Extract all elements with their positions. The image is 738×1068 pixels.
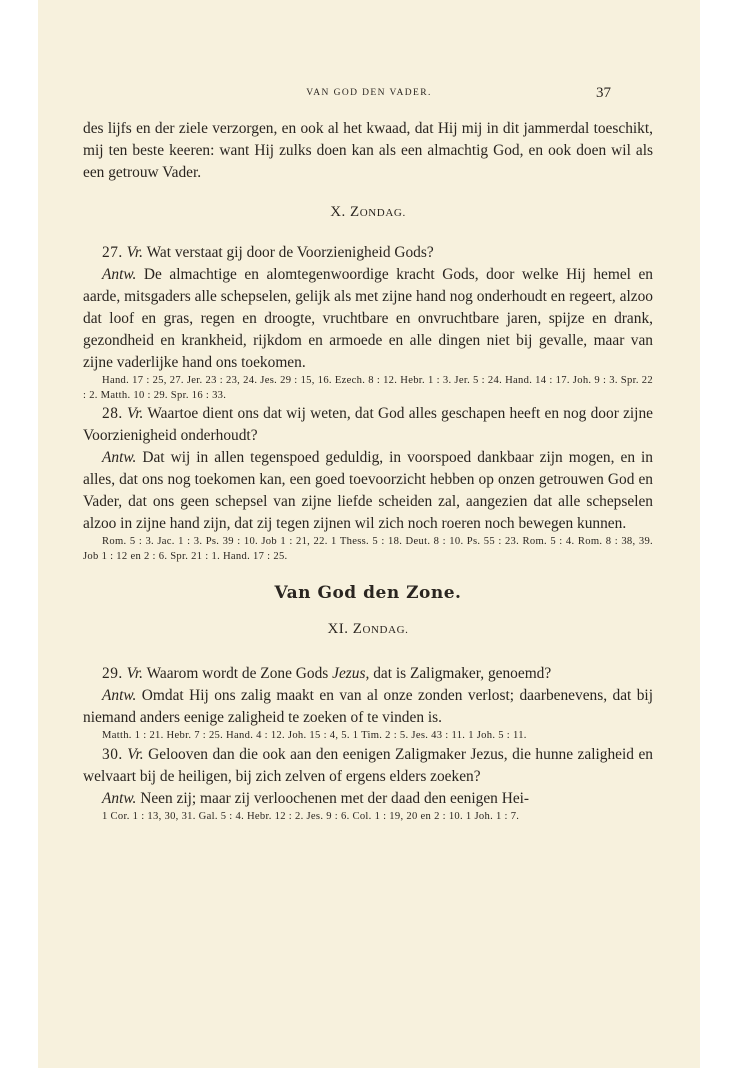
question-text: Gelooven dan die ook aan den eenigen Zaligmaker Jezus, die hunne zaligheid en welvaart bij de heiligen, bij zich zelven of ergens elders zoeken? [83,745,653,785]
question-label: Vr. [126,665,143,682]
question-30 [83,744,653,788]
page-body [83,118,653,824]
question-label: Vr. [127,745,144,763]
question-29 [83,663,653,685]
sunday-heading-xi [83,618,653,641]
question-text: Waarom wordt de Zone Gods [146,665,329,682]
page-number: 37 [596,85,611,101]
question-text: Waartoe dient ons dat wij weten, dat God alles geschapen heeft en nog door zijne Voorzienigheid onderhoudt? [83,405,653,444]
answer-text: Omdat Hij ons zalig maakt en van al onze zonden verlost; daarbenevens, dat bij niemand anders eenige zaligheid te zoeken of te vinden is. [83,687,653,726]
answer-27 [83,264,653,374]
answer-text: Neen zij; maar zij verloochenen met der daad den eenigen Hei- [140,789,530,807]
question-28 [83,403,653,447]
question-text-continued: dat is Zaligmaker, genoemd? [373,665,552,682]
answer-label: Antw. [102,687,137,704]
sunday-heading-x [83,201,653,224]
scripture-references-28: Rom. 5 : 3. Jac. 1 : 3. Ps. 39 : 10. Job 1 : 21, 22. 1 Thess. 5 : 18. Deut. 8 : 10. Ps. 55 : 23. Rom. 5 : 4. Rom. 8 : 38, 39. Job 1 : 12 en 2 : 6. Spr. 21 : 1. Hand. 17 : 25. [83,536,653,562]
question-label: Vr. [126,244,143,261]
answer-text: De almachtige en alomtegenwoordige kracht Gods, door welke Hij hemel en aarde, mitsgaders alle schepselen, gelijk als met zijne hand nog onderhoudt en regeert, alzoo dat loof en gras, regen en droogte, vruchtbare en onvruchtbare jaren, spijze en drank, gezondheid en krankheid, rijkdom en armoede en alle dingen niet bij gevalle, maar van zijne vaderlijke hand ons toekomen. [83,266,653,371]
book-page [38,0,700,1068]
answer-30 [83,788,653,810]
sunday-word-initial: Z [352,621,363,637]
answer-28 [83,447,653,535]
question-number: 28. [102,405,123,422]
sunday-word-rest: ONDAG. [362,624,409,636]
question-label: Vr. [127,405,144,422]
emphasized-name: Jezus, [332,665,370,682]
scripture-references-30: 1 Cor. 1 : 13, 30, 31. Gal. 5 : 4. Hebr. 12 : 2. Jes. 9 : 6. Col. 1 : 19, 20 en 2 : 10. 1 Joh. 1 : 7. [102,810,520,822]
question-27 [83,242,653,264]
question-text: Wat verstaat gij door de Voorzienigheid Gods? [146,244,434,261]
answer-label: Antw. [102,266,137,283]
section-heading: Van God den Zone. [274,583,462,603]
sunday-number: X. [330,204,346,220]
answer-label: Antw. [102,449,137,466]
question-number: 29. [102,665,123,682]
answer-text: Dat wij in allen tegenspoed geduldig, in voorspoed dankbaar zijn mogen, en in alles, dat ons nog toekomen kan, een goed toevoorzicht hebben op onzen getrouwen God en Vader, dat ons geen schepsel van zijne liefde scheiden zal, aangezien dat alle schepselen alzoo in zijne hand zijn, dat zij tegen zijnen wil zich noch roeren noch bewegen kunnen. [83,449,653,532]
running-title: VAN GOD DEN VADER. [306,88,432,98]
paragraph-continuation: des lijfs en der ziele verzorgen, en ook al het kwaad, dat Hij mij in dit jammerdal toeschikt, mij ten beste keeren: want Hij zulks doen kan als een almachtig God, en ook doen wil als een getrouw Vader. [83,120,653,181]
answer-label: Antw. [102,789,137,807]
question-number: 27. [102,244,123,261]
sunday-word-initial: Z [350,204,360,220]
running-head [38,85,700,104]
scripture-references-29: Matth. 1 : 21. Hebr. 7 : 25. Hand. 4 : 12. Joh. 15 : 4, 5. 1 Tim. 2 : 5. Jes. 43 : 11. 1 Joh. 5 : 11. [102,730,527,741]
sunday-number: XI. [327,621,349,637]
scripture-references-27: Hand. 17 : 25, 27. Jer. 23 : 23, 24. Jes. 29 : 15, 16. Ezech. 8 : 12. Hebr. 1 : 3. Jer. 5 : 24. Hand. 14 : 17. Joh. 9 : 3. Spr. 22 : 2. Matth. 10 : 29. Spr. 16 : 33. [83,375,653,401]
question-number: 30. [102,745,123,763]
sunday-word-rest: ONDAG. [359,207,406,219]
answer-29 [83,685,653,729]
